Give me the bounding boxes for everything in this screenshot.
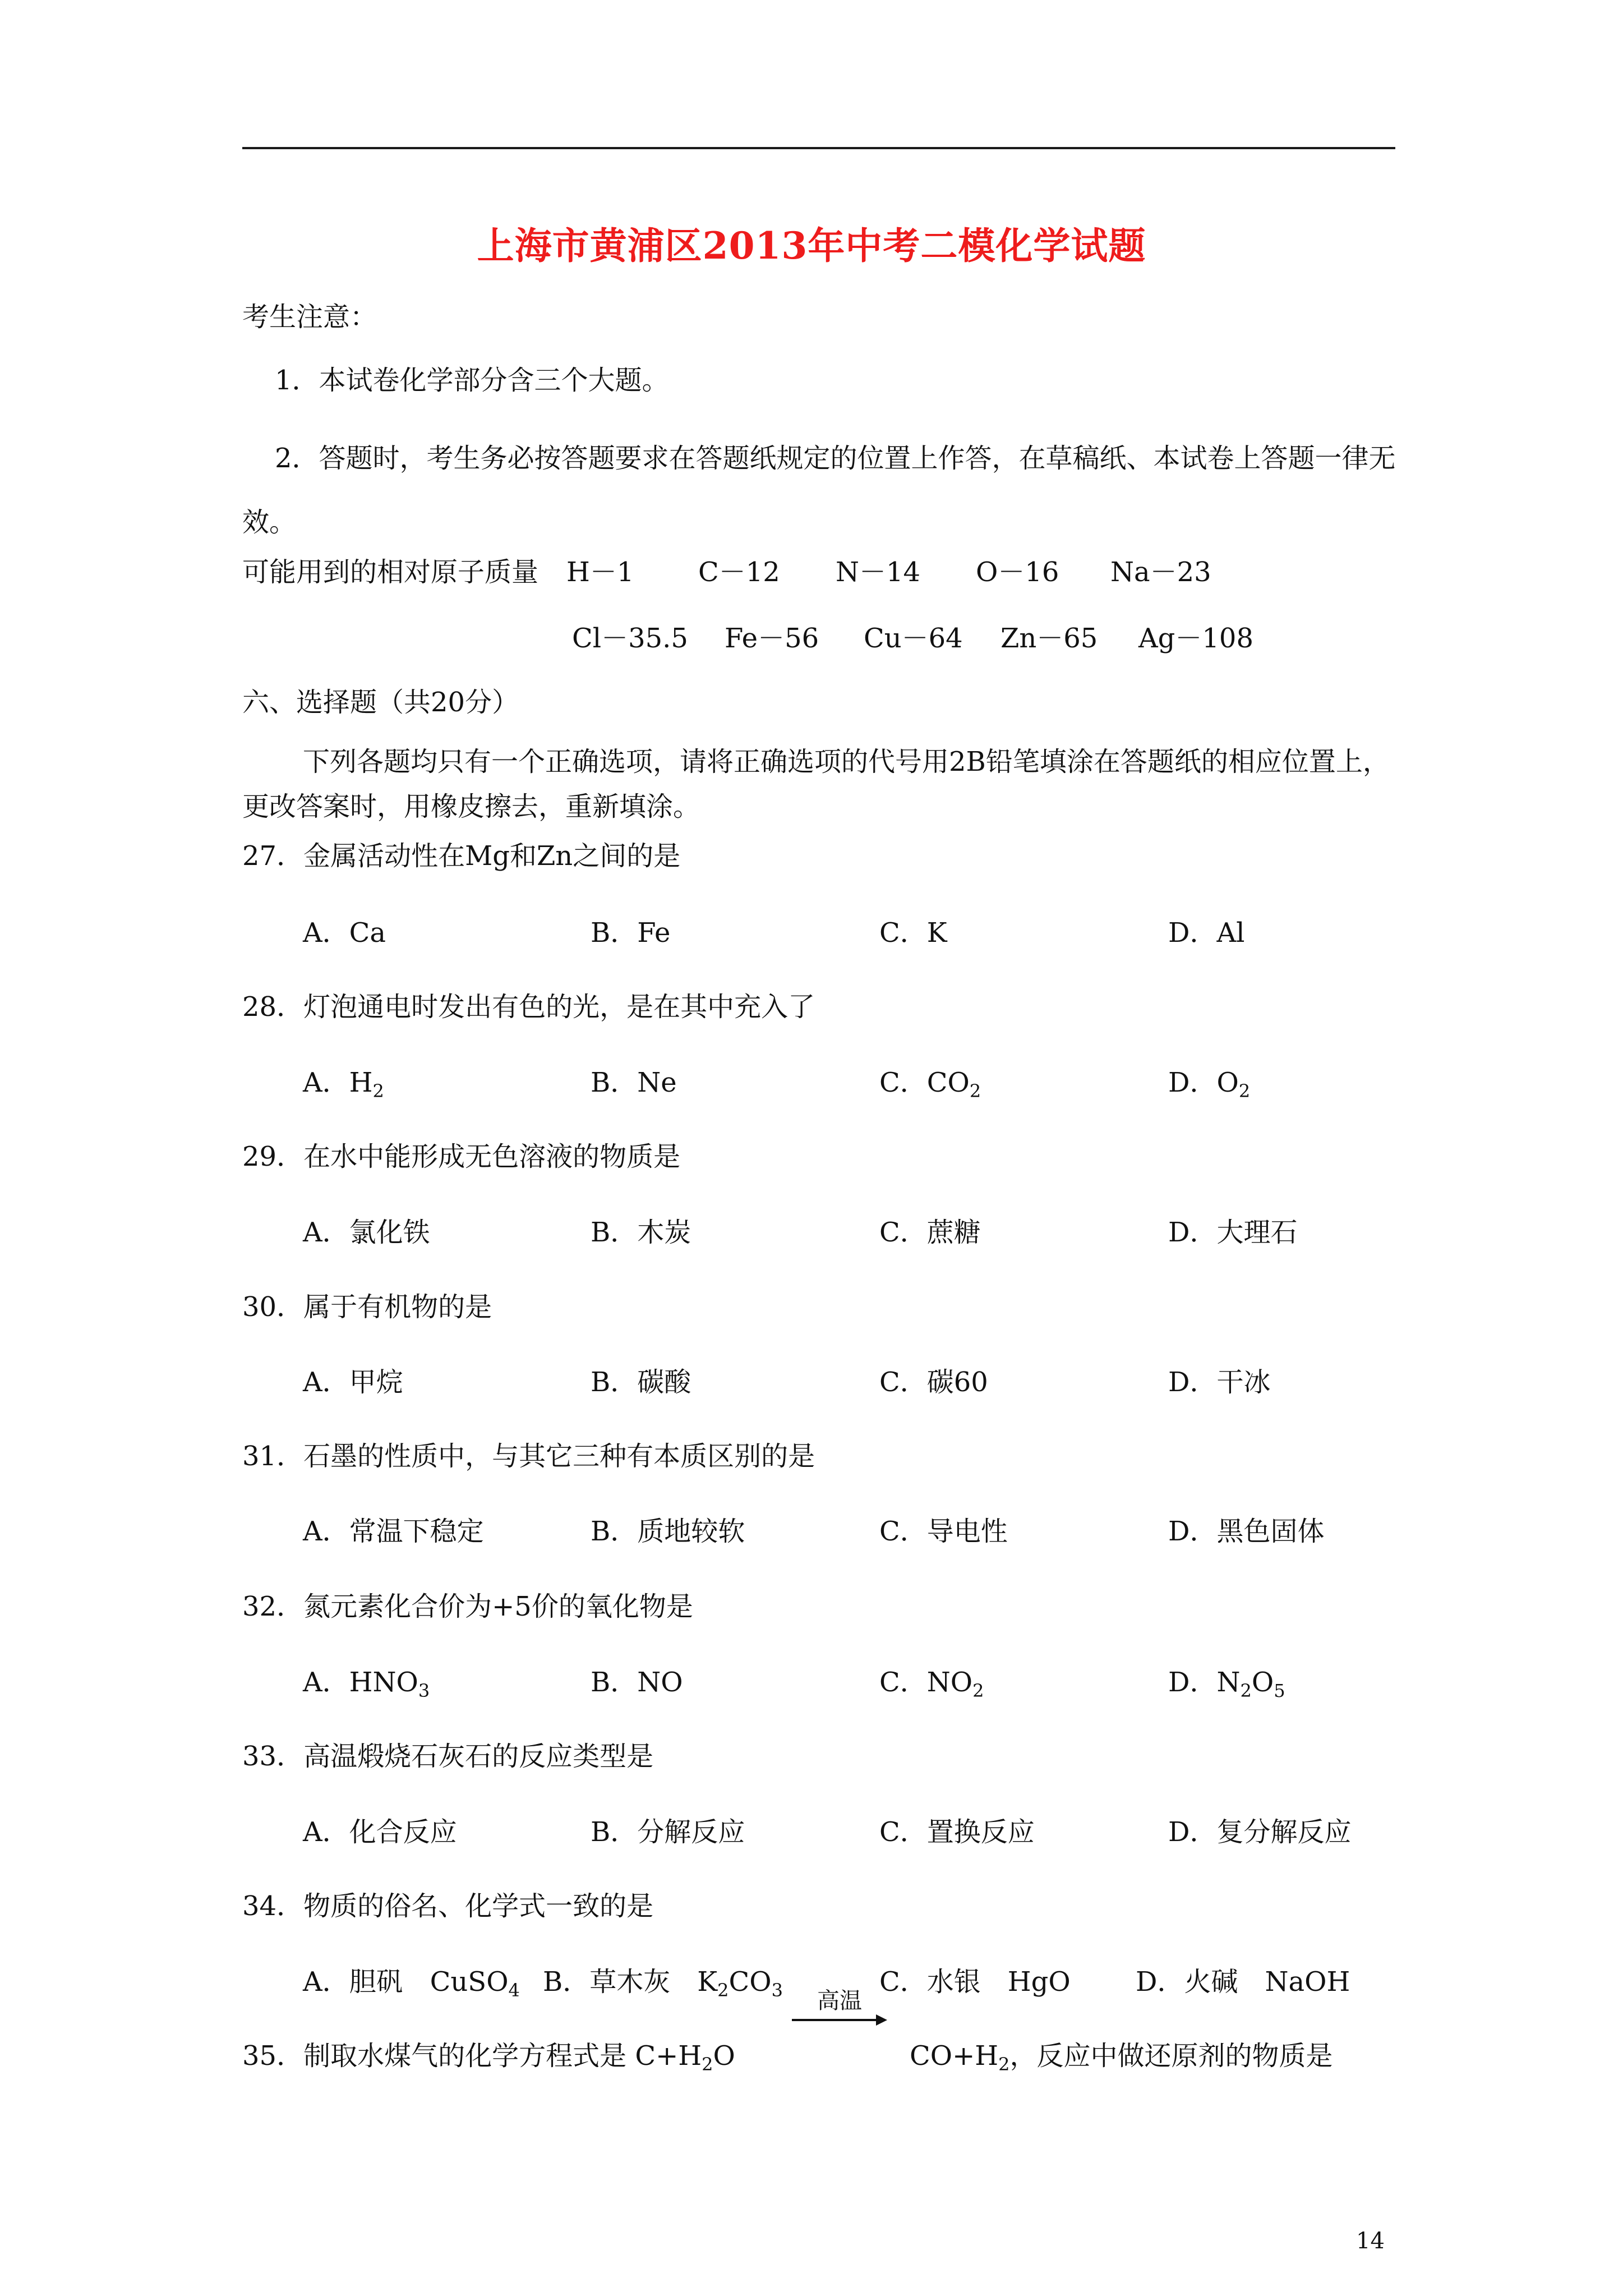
question-34-option-b-sub2: 3: [771, 1980, 783, 2001]
question-31-option-c: C．导电性: [879, 1516, 1008, 1547]
atomic-mass-n: N－14: [836, 556, 921, 588]
atomic-mass-cl: Cl－35.5: [572, 623, 688, 654]
atomic-mass-label: 可能用到的相对原子质量: [242, 556, 539, 588]
question-28-option-d: [1168, 1066, 1250, 1108]
question-34-option-d: D．火碱 NaOH: [1136, 1966, 1350, 1998]
question-32-option-d-text: D．N: [1168, 1667, 1241, 1698]
question-35-stem-sub2: 2: [998, 2054, 1010, 2075]
question-35-stem-mid: O: [713, 2040, 735, 2072]
question-30-option-a: A．甲烷: [303, 1366, 403, 1398]
question-32-option-d-sub2: 5: [1274, 1680, 1285, 1701]
atomic-mass-ag: Ag－108: [1138, 623, 1254, 654]
question-27-option-d: D．Al: [1168, 917, 1245, 949]
question-32-option-c: [879, 1665, 984, 1708]
atomic-mass-o: O－16: [976, 556, 1059, 588]
question-28-option-d-sub: 2: [1238, 1080, 1251, 1102]
question-33-stem: 33．高温煅烧石灰石的反应类型是: [242, 1741, 654, 1772]
question-27-option-a: A．Ca: [303, 917, 386, 949]
atomic-mass-c: C－12: [698, 556, 780, 588]
atomic-mass-h: H－1: [566, 556, 634, 588]
arrow-icon: [792, 1989, 887, 2028]
question-34-option-b: [543, 1965, 783, 2007]
question-28-option-a-sub: 2: [372, 1080, 384, 1102]
question-35-stem-text: 35．制取水煤气的化学方程式是 C+H: [242, 2040, 702, 2072]
question-28-stem: 28．灯泡通电时发出有色的光，是在其中充入了: [242, 991, 815, 1023]
page-number: 14: [1356, 2228, 1385, 2254]
atomic-mass-na: Na－23: [1110, 556, 1211, 588]
atomic-mass-fe: Fe－56: [725, 623, 819, 654]
question-34-stem: 34．物质的俗名、化学式一致的是: [242, 1890, 654, 1922]
section-heading: 六、选择题（共20分）: [242, 687, 519, 718]
question-27-option-c: C．K: [879, 917, 947, 949]
question-33-option-c: C．置换反应: [879, 1816, 1035, 1848]
question-30-stem: 30．属于有机物的是: [242, 1291, 492, 1323]
question-31-stem: 31．石墨的性质中，与其它三种有本质区别的是: [242, 1441, 815, 1472]
reaction-condition-label: 高温: [817, 1988, 862, 2014]
question-32-option-a-text: A．HNO: [303, 1667, 418, 1698]
question-28-option-c: [879, 1066, 981, 1108]
atomic-mass-zn: Zn－65: [1000, 623, 1098, 654]
question-32-option-c-sub: 2: [972, 1680, 984, 1701]
question-32-option-b: B．NO: [591, 1667, 683, 1698]
question-31-option-a: A．常温下稳定: [303, 1516, 484, 1547]
question-28-option-d-text: D．O: [1168, 1067, 1239, 1098]
question-28-option-a: [303, 1066, 384, 1108]
page-title: 上海市黄浦区2013年中考二模化学试题: [477, 224, 1146, 268]
header-rule: [242, 147, 1395, 149]
question-28-option-c-sub: 2: [969, 1080, 981, 1102]
question-29-stem: 29．在水中能形成无色溶液的物质是: [242, 1141, 681, 1172]
question-35-stem-pre: [242, 2039, 735, 2081]
question-31-option-d: D．黑色固体: [1168, 1516, 1325, 1547]
question-30-option-b: B．碳酸: [591, 1366, 691, 1398]
question-34-option-a-text: A．胆矾 CuSO: [303, 1966, 509, 1998]
question-32-option-c-text: C．NO: [879, 1667, 973, 1698]
question-29-option-a: A．氯化铁: [303, 1217, 430, 1248]
question-29-option-c: C．蔗糖: [879, 1217, 981, 1248]
question-33-option-a: A．化合反应: [303, 1816, 457, 1848]
question-30-option-d: D．干冰: [1168, 1366, 1271, 1398]
question-32-option-d-mid: O: [1251, 1667, 1274, 1698]
question-31-option-b: B．质地较软: [591, 1516, 745, 1547]
question-35-product-text: CO+H: [910, 2040, 999, 2072]
question-34-option-b-mid: CO: [728, 1966, 772, 1998]
question-34-option-b-sub1: 2: [717, 1980, 729, 2001]
atomic-mass-cu: Cu－64: [864, 623, 963, 654]
question-34-option-b-text: B．草木灰 K: [543, 1966, 718, 1998]
notice-item-1: 1．本试卷化学部分含三个大题。: [275, 365, 669, 396]
question-35-stem-post: [910, 2039, 1333, 2081]
question-27-stem: 27．金属活动性在Mg和Zn之间的是: [242, 840, 681, 872]
notice-item-2: 2．答题时，考生务必按答题要求在答题纸规定的位置上作答，在草稿纸、本试卷上答题一律无效。: [242, 443, 1396, 538]
question-33-option-b: B．分解反应: [591, 1816, 745, 1848]
question-32-option-d-sub1: 2: [1240, 1680, 1252, 1701]
notice-heading: 考生注意：: [242, 301, 377, 333]
question-34-option-c: C．水银 HgO: [879, 1966, 1071, 1998]
question-28-option-b: B．Ne: [591, 1067, 677, 1098]
question-28-option-c-text: C．CO: [879, 1067, 970, 1098]
question-34-option-a-sub: 4: [508, 1980, 520, 2001]
question-29-option-b: B．木炭: [591, 1217, 691, 1248]
question-27-option-b: B．Fe: [591, 917, 671, 949]
question-35-stem-sub1: 2: [702, 2054, 713, 2075]
question-32-stem: 32．氮元素化合价为+5价的氧化物是: [242, 1591, 693, 1622]
question-33-option-d: D．复分解反应: [1168, 1816, 1352, 1848]
question-32-option-d: [1168, 1665, 1285, 1708]
question-30-option-c: C．碳60: [879, 1366, 988, 1398]
question-35-stem-tail: ，反应中做还原剂的物质是: [1009, 2040, 1333, 2072]
question-34-option-a: [303, 1965, 520, 2007]
section-instructions: 下列各题均只有一个正确选项，请将正确选项的代号用2B铅笔填涂在答题纸的相应位置上，更改答案时，用橡皮擦去，重新填涂。: [242, 746, 1390, 822]
reaction-arrow: [792, 1989, 887, 2028]
question-32-option-a: [303, 1665, 430, 1708]
question-28-option-a-text: A．H: [303, 1067, 373, 1098]
question-32-option-a-sub: 3: [418, 1680, 430, 1701]
question-29-option-d: D．大理石: [1168, 1217, 1298, 1248]
